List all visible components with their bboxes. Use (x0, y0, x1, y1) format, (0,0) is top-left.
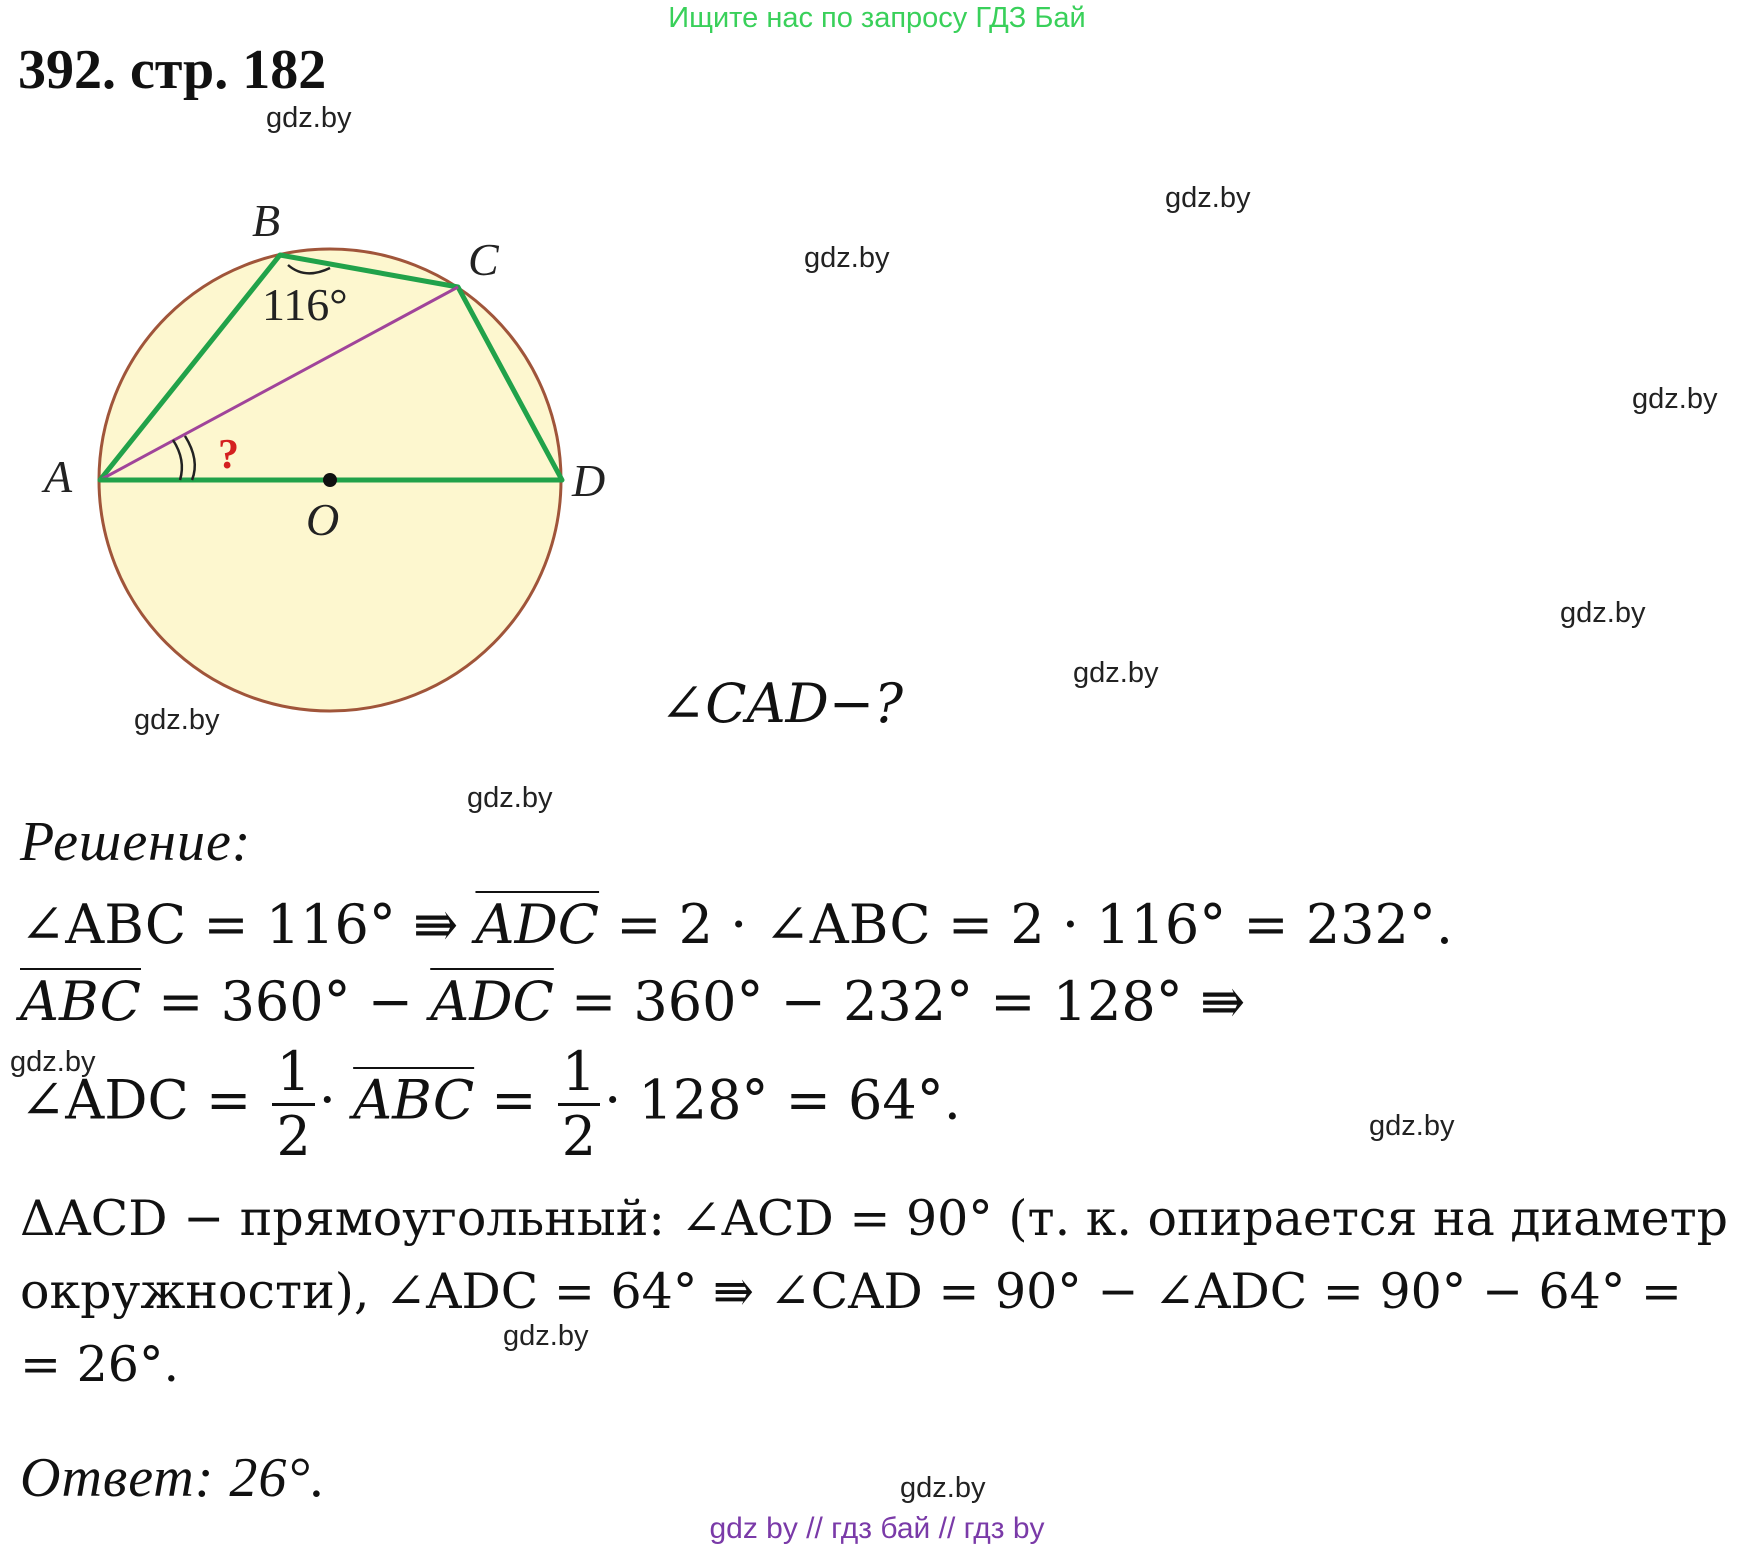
line1-part-b: = 2 · ∠ABC = 2 · 116° = 232°. (599, 893, 1454, 956)
problem-title: 392. стр. 182 (18, 39, 327, 101)
task-statement: ∠CAD−? (660, 672, 904, 735)
arc-abc: $\overline{ABC}$ (20, 970, 141, 1033)
solution-line-2 (20, 970, 1245, 1033)
line3-part-b: · (318, 1068, 354, 1132)
watermark: gdz.by (467, 782, 553, 814)
line1-part-a: ∠ABC = 116° ⇛ (20, 893, 476, 956)
solution-line-6: = 26°. (20, 1336, 180, 1393)
angle-b-value: 116° (262, 279, 348, 330)
watermark: gdz.by (1165, 182, 1251, 214)
label-o: O (306, 494, 340, 545)
watermark: gdz.by (266, 102, 352, 134)
watermark: gdz.by (503, 1320, 589, 1352)
line3-part-c: = (474, 1068, 554, 1132)
solution-line-5: окружности), ∠ADC = 64° ⇛ ∠CAD = 90° − ∠ADC = 90° − 64° = (20, 1263, 1682, 1320)
search-banner: Ищите нас по запросу ГДЗ Бай (668, 2, 1086, 34)
arc-adc: $\overline{ADC}$ (430, 970, 554, 1033)
solution-heading: Решение: (20, 811, 252, 873)
arc-abc: $\overline{ABC}$ (353, 1068, 475, 1132)
arc-adc: $\overline{ADC}$ (475, 893, 600, 956)
footer-links: gdz by // гдз бай // гдз by (709, 1512, 1045, 1545)
line2-part-b: = 360° − 232° = 128° ⇛ (553, 970, 1246, 1033)
geometry-figure (30, 190, 640, 730)
answer: Ответ: 26°. (20, 1447, 326, 1509)
watermark: gdz.by (804, 242, 890, 274)
label-d: D (572, 455, 606, 506)
label-c: C (468, 234, 499, 285)
line3-part-a: ∠ADC = (20, 1068, 269, 1132)
watermark: gdz.by (134, 704, 220, 736)
solution-line-4: ΔACD − прямоугольный: ∠ACD = 90° (т. к. опирается на диаметр (20, 1190, 1729, 1247)
watermark: gdz.by (1369, 1110, 1455, 1142)
watermark: gdz.by (10, 1046, 96, 1078)
label-b: B (252, 195, 281, 246)
fraction-half: $\frac{1}{2}$ (272, 1045, 314, 1164)
watermark: gdz.by (900, 1472, 986, 1504)
watermark: gdz.by (1073, 657, 1159, 689)
solution-line-1 (20, 893, 1453, 956)
watermark: gdz.by (1560, 597, 1646, 629)
solution-line-3 (20, 1040, 961, 1168)
center-point (323, 473, 337, 487)
watermark: gdz.by (1632, 383, 1718, 415)
fraction-half: $\frac{1}{2}$ (558, 1045, 600, 1164)
line3-part-d: · 128° = 64°. (604, 1068, 961, 1132)
label-a: A (44, 451, 73, 502)
line2-part-a: = 360° − (141, 970, 431, 1033)
unknown-angle-mark: ? (218, 432, 239, 478)
